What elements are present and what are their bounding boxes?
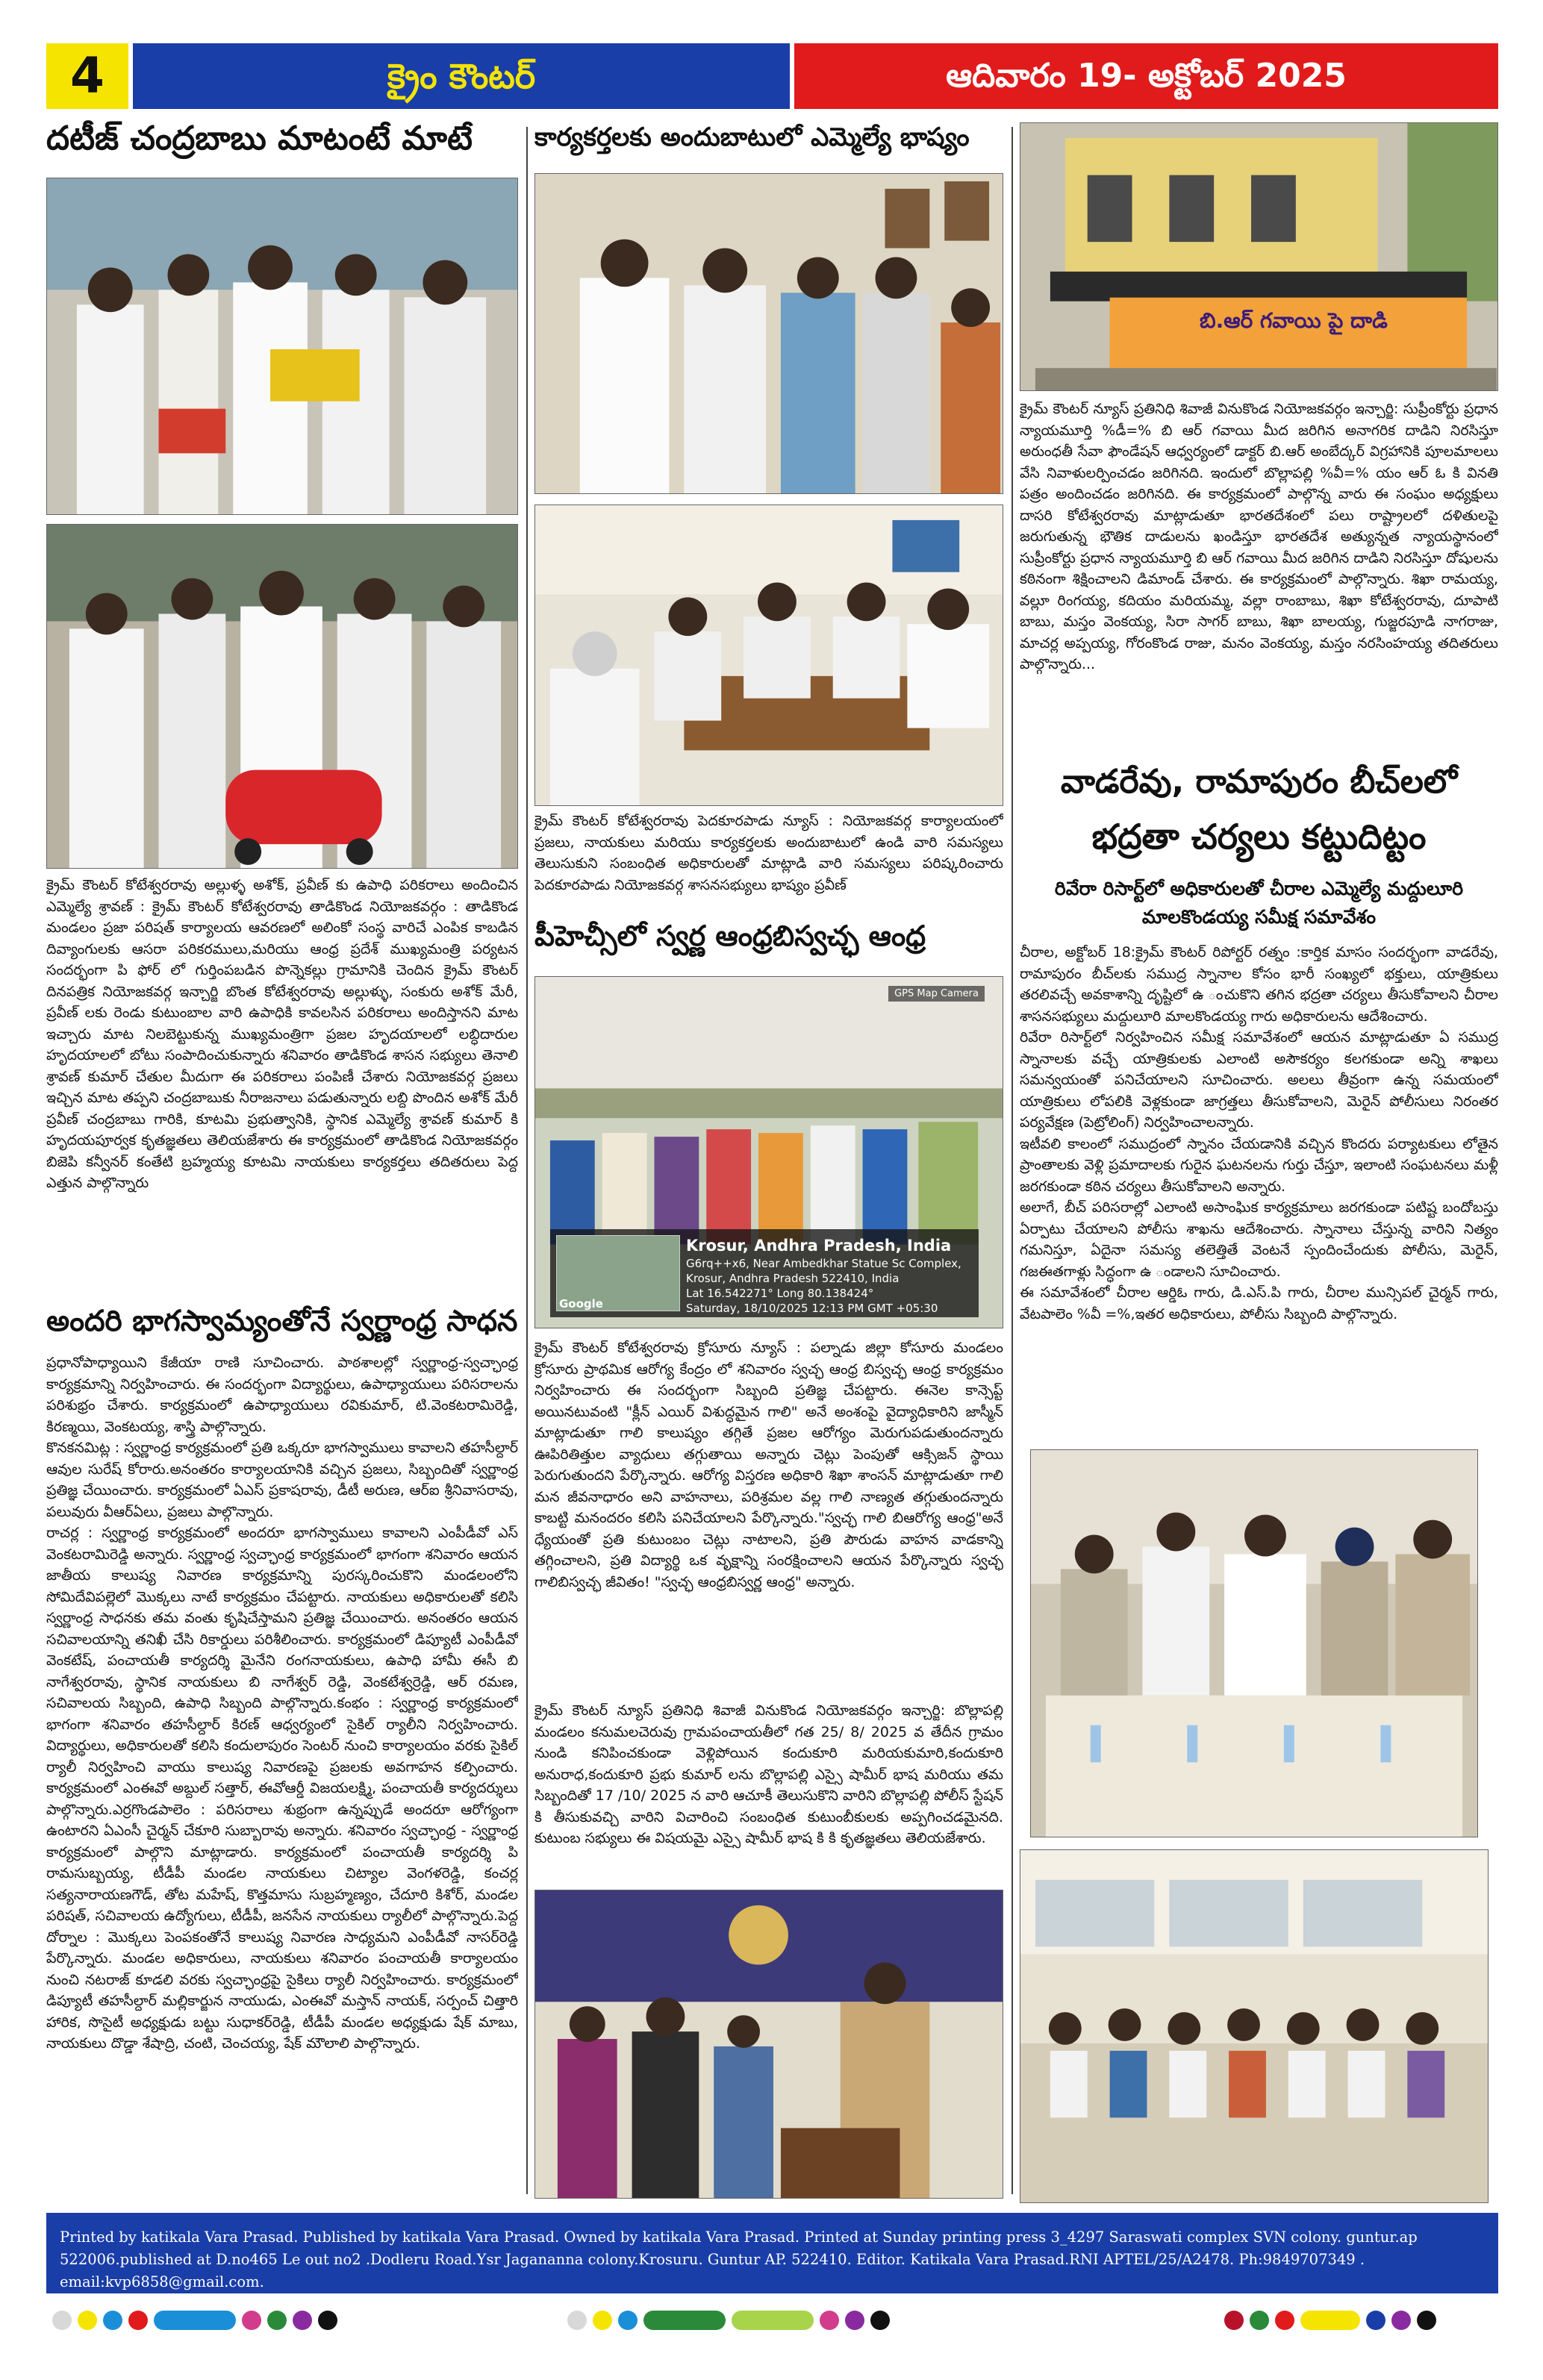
registration-bar [732,2311,814,2330]
article6-body [46,1352,518,2202]
column-divider [1011,127,1013,2194]
photo-compressor-handover [46,524,518,869]
registration-bar [643,2311,726,2330]
registration-dot [618,2311,638,2330]
headline-article4-line2: భద్రతా చర్యలు కట్టుదిట్టం [1091,816,1427,857]
registration-dot [52,2311,72,2330]
photo-phc-pledge [534,976,1003,1328]
gps-line: G6rq++x6, Near Ambedkhar Statue Sc Complex, [686,1257,961,1270]
registration-dot [593,2311,612,2330]
registration-dot [820,2311,839,2330]
headline-article2: కార్యకర్తలకు అందుబాటులో ఎమ్మెల్యే భాష్యం [534,122,970,152]
registration-dot [1224,2311,1244,2330]
photo-mla-meeting [534,505,1003,806]
article6-paragraph: కొనకనమిట్ల : స్వర్ణాంధ్ర కార్యక్రమంలో ప్రతి ఒక్కరూ భాగస్వాములు కావాలని తహసీల్దార్ ఆవుల సురేష్ కోరారు.అనంతరం కార్యాలయానికి వచ్చిన ప్రజలు, సిబ్బందితో స్వర్ణాంధ్ర ప్రతిజ్ఞ చేయించారు. కార్యక్రమంలో ఏఎస్ ప్రకాషరావు, డీటీ అరుణ, ఆర్ఐ శ్రీనివాసరావు, పలువురు వీఆర్ఏలు, ప్రజలు పాల్గొన్నారు. [46,1440,518,1520]
newspaper-title: క్రైం కౌంటర్ [133,43,790,109]
photo-review-meeting-dais [1030,1449,1478,1837]
photo-equipment-handover [46,178,518,515]
registration-dot [1250,2311,1269,2330]
article2-paragraph: క్రైమ్ కౌంటర్ కోటేశ్వరరావు పెదకూరపాడు న్యూస్ : నియోజకవర్గ కార్యాలయంలో ప్రజలు, నాయకులు మరియు కార్యకర్తలకు అందుబాటులో ఉండి వారి సమస్యలు తెలుసుకుని సంబంధిత అధికారులతో మాట్లాడి వారి సమస్యలు పరిష్కరించారు పెదకూరపాడు నియోజకవర్గ శాసనసభ్యులు భాష్యం ప్రవీణ్ [534,813,1003,893]
imprint-footer: Printed by katikala Vara Prasad. Published by katikala Vara Prasad. Owned by katikala Vara Prasad. Printed at Sunday printing press 3_4297 Saraswati complex SVN colony. guntur.ap 522006.published at D.no465 Le out no2 .Dodleru Road.Ysr Jagananna colony.Krosuru. Guntur AP. 522410. Editor. Katikala Vara Prasad.RNI APTEL/25/A2478. Ph:9849707349 . email:kvp6858@gmail.com. [46,2213,1498,2293]
article5-paragraph: క్రైమ్ కౌంటర్ కోటేశ్వరరావు క్రోసూరు న్యూస్ : పల్నాడు జిల్లా కోసూరు మండలం క్రోసూరు ప్రాథమిక ఆరోగ్య కేంద్రం లో శనివారం స్వచ్ఛ ఆంధ్ర బిస్వచ్ఛ ఆంధ్ర కార్యక్రమం నిర్వహించారు ఈ సందర్భంగా సిబ్బంది ప్రతిజ్ఞ చేపట్టారు. ఈనెల కాన్సెప్ట్ అయినటువంటి "క్లీన్ ఎయిర్ విశుద్ధమైన గాలి" అనే అంశంపై వైద్యాధికారిని జాస్మీన్ మాట్లాడుతూ గాలి కాలుష్యం తగ్గితే ప్రజల ఆరోగ్యం మెరుగుపడుతుందన్నారు ఊపిరితిత్తుల వ్యాధులు తగ్గుతాయి అన్నారు చెట్లు పెంపుతో ఆక్సిజన్ స్థాయి పెరుగుతుందని పేర్కొన్నారు. ఆరోగ్య విస్తరణ అధికారి శిఖా శాంసన్ మాట్లాడుతూ గాలి మన జీవనాధారం అని వాహనాలు, పరిశ్రమల వల్ల గాలి నాణ్యత తగ్గుతుందన్నారు కాబట్టి మనందరం కలిసి పనిచేయాలని పేర్కొన్నారు."స్వచ్ఛ గాలి బిఆరోగ్య ఆంధ్ర"అనే ధ్యేయంతో ప్రతి కుటుంబం చెట్లు నాటాలని, ప్రతి పౌరుడు వాహన వాడకాన్ని తగ్గించాలని, ప్రతి విద్యార్థి ఒక వృక్షాన్ని సంరక్షించాలని ఆయన పేర్కొన్నారు స్వచ్ఛ గాలిబిస్వచ్ఛ జీవితం! "స్వచ్ఛ ఆంధ్రబిస్వర్ణ ఆంధ్ర" అన్నారు. [534,1340,1003,1590]
article7-paragraph: క్రైమ్ కౌంటర్ న్యూస్ ప్రతినిధి శివాజీ వినుకొండ నియోజకవర్గం ఇన్చార్జి: బొల్లాపల్లి మండలం కనుమలచెరువు గ్రామపంచాయతీలో గత 25/ 8/ 2025 వ తేదీన గ్రామం నుండి కనిపించకుండా వెళ్లిపోయిన కందుకూరి మరియకుమారి,కందుకూరి అనురాధ,కందుకూరి ప్రభు కుమార్ లను బొల్లాపల్లి ఎస్సై షామీర్ భాష మరియు తమ సిబ్బందితో 17 /10/ 2025 న వారి ఆచూకీ తెలుసుకొని వారిని బొల్లాపల్లి పోలీస్ స్టేషన్ కి తీసుకువచ్చి వారిని విచారించి సంబంధిత కుటుంబీకులకు అప్పగించడమైనది. కుటుంబ సభ్యులు ఈ విషయమై ఎస్సై షామీర్ భాష కి కి కృతజ్ఞతలు తెలియజేశారు. [534,1702,1003,1846]
registration-dot [1366,2311,1385,2330]
registration-dot [845,2311,864,2330]
registration-dot [567,2311,587,2330]
registration-dot [870,2311,890,2330]
page-number: 4 [46,43,128,109]
article7-body [534,1700,1003,1882]
gps-place: Krosur, Andhra Pradesh, India [686,1237,952,1255]
registration-dot [103,2311,122,2330]
article5-body [534,1337,1003,1693]
subhead-article4-line1: రివేరా రిసార్ట్‌లో అధికారులతో చీరాల ఎమ్మెల్యే మద్దులూరి [1054,878,1464,899]
article4-paragraph: ఇటీవలి కాలంలో సముద్రంలో స్నానం చేయడానికి వచ్చిన కొందరు పర్యాటకులు లోతైన ప్రాంతాలకు వెళ్లి ప్రమాదాలకు గురైన ఘటనలను గుర్తు చేస్తూ, ఇలాంటి సంఘటనలు మళ్లీ జరగకుండా కఠిన చర్యలు తీసుకోవాలని అన్నారు. [1020,1135,1498,1195]
registration-dot [1417,2311,1436,2330]
gps-line: Lat 16.542271° Long 80.138424° [686,1287,874,1300]
registration-bar [154,2311,236,2330]
gps-camera-label: GPS Map Camera [888,986,985,1002]
color-registration-center [567,2308,896,2333]
registration-dot [242,2311,261,2330]
gps-line: Saturday, 18/10/2025 12:13 PM GMT +05:30 [686,1302,938,1315]
registration-dot [267,2311,287,2330]
article4-paragraph: చీరాల, అక్టోబర్ 18:క్రైమ్ కౌంటర్ రిపోర్టర్ రత్నం :కార్తిక మాసం సందర్భంగా వాడరేవు, రామాపురం బీచ్‌లకు సముద్ర స్నానాల కోసం భారీ సంఖ్యలో భక్తులు, యాత్రికులు తరలివచ్చే అవకాశాన్ని దృష్టిలో ఉ ంచుకొని తగిన భద్రతా చర్యలు తీసుకోవాలని చీరాల శాసనసభ్యులు మద్దులూరి మాలకొండయ్య గారు అధికారులను ఆదేశించారు. [1020,944,1498,1025]
protest-banner-text: బి.ఆర్ గవాయి పై దాడి [1200,308,1388,333]
issue-date: ఆదివారం 19- అక్టోబర్ 2025 [794,43,1498,109]
headline-article4-line1: వాడరేవు, రామాపురం బీచ్‌లలో [1060,763,1458,801]
color-registration-right [1224,2308,1442,2333]
registration-dot [78,2311,97,2330]
photo-review-meeting-hall [1020,1849,1489,2203]
article1-paragraph: క్రైమ్ కౌంటర్ కోటేశ్వరరావు అల్లుళ్ళ అశోక్, ప్రవీణ్ కు ఉపాధి పరికరాలు అందించిన ఎమ్మెల్యే శ్రావణ్ : క్రైమ్ కౌంటర్ కోటేశ్వరరావు తాడికొండ నియోజకవర్గం : తాడికొండ మండలం ప్రజా పరిషత్ కార్యాలయ ఆవరణలో అలింకో సంస్థ వారిచే ఎంపిక కాబడిన దివ్యాంగులకు ఆసరా పరికరములు,మరియు ఆంధ్ర ప్రదేశ్ ముఖ్యమంత్రి పర్యటన సందర్భంగా పి ఫోర్ లో గుర్తింపబడిన పొన్నెకల్లు గ్రామానికి చెందిన క్రైమ్ కౌంటర్ దినపత్రిక నియోజకవర్గ ఇన్చార్జి బొంత కోటేశ్వరరావు అల్లుళ్ళు, సంకురు అశోక్ మేరీ, ప్రవీణ్ లకు రెండు కుటుంబాల వారి ఉపాధికి కావలసిన పరికరాలు అందిస్తానని మాట ఇచ్చారు మాట నిలబెట్టుకున్న ముఖ్యమంత్రిగా ప్రజల హృదయాలలో లబ్ధిదారుల హృదయాలలో బోటు సంపాదించుకున్నారు శనివారం తాడికొండ శాసన సభ్యులు తెనాలి శ్రావణ్ కుమార్ చేతుల మీదుగా ఈ పరికరాలు పంపిణీ చేశారు నియోజకవర్గ ప్రజలు ఇచ్చిన మాట తప్పని చంద్రబాబుకు నీరాజనాలు పడుతున్నారు లబ్ది పొందిన అశోక్ మేరీ ప్రవీణ్ చంద్రబాబు గారికి, కూటమి ప్రభుత్వానికి, స్థానిక ఎమ్మెల్యే శ్రావణ్ కుమార్ కి హృదయపూర్వక కృతజ్ఞతలు తెలియజేశారు ఈ కార్యక్రమంలో తాడికొండ నియోజకవర్గం బిజెపి కన్వీనర్ కంతేటి బ్రహ్మయ్య కూటమి నాయకులు కార్యకర్తలు తదితరులు పెద్ద ఎత్తున పాల్గొన్నారు [46,877,518,1191]
registration-dot [1275,2311,1294,2330]
article3-paragraph: క్రైమ్ కౌంటర్ న్యూస్ ప్రతినిధి శివాజీ వినుకొండ నియోజకవర్గం ఇన్చార్జి: సుప్రీంకోర్టు ప్రధాన న్యాయమూర్తి %డీ=% బి ఆర్ గవాయి మీద జరిగిన అనాగరిక దాడిని నిరసిస్తూ అరుంధతీ సేవా ఫౌండేషన్ ఆధ్వర్యంలో డాక్టర్ బి.ఆర్ అంబేద్కర్ విగ్రహానికి పూలమాలలు వేసి నివాళులర్పించడం జరిగినది. ఇందులో బొల్లాపల్లి %వీ=% యం ఆర్ ఓ కి వినతి పత్రం అందించడం జరిగినది. ఈ కార్యక్రమంలో పాల్గొన్న వారు ఈ సంఘం అధ్యక్షులు దాసరి కోటేశ్వరరావు మాట్లాడుతూ భారతదేశంలో పలు రాష్ట్రాలలో దళితులపై జరుగుతున్న భౌతిక దాడులను ఖండిస్తూ భారతదేశ అత్యున్నత న్యాయస్థానంలో సుప్రీంకోర్టు ప్రధాన న్యాయమూర్తి బి ఆర్ గవాయి మీద జరిగిన దాడిని నిరసిస్తూ దోషులను కఠినంగా శిక్షించాలని డిమాండ్ చేశారు. ఈ కార్యక్రమంలో పాల్గొన్నారు. శిఖా రామయ్య, వల్లూ రింగయ్య, కదియం మరియమ్మ, వల్లా రాంబాబు, శిఖా కోటేశ్వరరావు, దూపాటి బాబు, మస్తం వెంకయ్య, సిరా సాగర్ బాబు, శిఖా బాలయ్య, గుజ్జరపూడి నాగరాజు, మాచర్ల అప్పయ్య, గోరంకొండ రాజు, మనం వెంకయ్య, మస్తం నరసింహయ్య తదితరులు పాల్గొన్నారు... [1020,401,1498,672]
article4-paragraph: రివేరా రిసార్ట్‌లో నిర్వహించిన సమీక్ష సమావేశంలో ఆయన మాట్లాడుతూ ఏ సముద్ర స్నానాలకు వచ్చే యాత్రికులకు ఎలాంటి అసౌకర్యం కలగకుండా అన్ని శాఖలు సమన్వయంతో పనిచేయాలని సూచించారు. అలలు తీవ్రంగా ఉన్న సమయంలో యాత్రికులు లోపలికి వెళ్లకుండా జాగ్రత్తలు తీసుకోవాలని, మెరైన్ పోలీసులు నిరంతర పర్యవేక్షణ (పెట్రోలింగ్) నిర్వహించాలన్నారు. [1020,1029,1498,1131]
article1-body [46,875,518,1306]
registration-dot [318,2311,337,2330]
gps-stamp [550,1229,979,1317]
registration-bar [1300,2311,1360,2330]
color-registration-left [52,2308,343,2333]
gps-line: Krosur, Andhra Pradesh 522410, India [686,1272,900,1285]
subhead-article4-line2: మాలకొండయ్య సమీక్ష సమావేశం [1141,906,1377,928]
photo-mla-with-workers [534,173,1003,494]
gps-google-label: Google [559,1297,603,1311]
article6-paragraph: ప్రధానోపాధ్యాయిని కేజీయా రాణి సూచించారు. పాఠశాలల్లో స్వర్ణాంధ్ర-స్వచ్ఛాంధ్ర కార్యక్రమాన్ని నిర్వహించారు. ఈ సందర్భంగా విద్యార్థులు, ఉపాధ్యాయులు పరిసరాలను పరిశుభ్రం చేశారు. కార్యక్రమంలో ఉపాధ్యాయులు రవికుమార్, టి.వెంకటరామిరెడ్డి, కిరణ్మయి, వెంకటయ్య, శాస్త్రి పాల్గొన్నారు. [46,1355,518,1435]
registration-dot [128,2311,148,2330]
article6-paragraph: రాచర్ల : స్వర్ణాంధ్ర కార్యక్రమంలో అందరూ భాగస్వాములు కావాలని ఎంపీడీవో ఎస్ వెంకటరామిరెడ్డి అన్నారు. స్వర్ణాంధ్ర స్వచ్ఛాంధ్ర కార్యక్రమంలో భాగంగా శనివారం ఆయన జాతీయ కాలుష్య నివారణ కార్యక్రమాన్ని పురస్కరించుకొని మండలంలోని సోమిదేవిపల్లెలో మొక్కలు నాటే కార్యక్రమం చేపట్టారు. నాయకులు అధికారులతో కలిసి స్వర్ణాంధ్ర సాధనకు తమ వంతు కృషిచేస్తామని ప్రతిజ్ఞ చేయించారు. అనంతరం ఆయన సచివాలయాన్ని తనిఖీ చేసి రికార్డులు పరిశీలించారు. కార్యక్రమంలో డిప్యూటీ ఎంపీడీవో వెంకటేష్, పంచాయతీ కార్యదర్శి మైనేని రంగనాయకులు, ఉపాధి హామీ ఈసీ బి నాగేశ్వరరావు, స్థానిక నాయకులు బి నాగేశ్వర్ రెడ్డి, వెంకటేశ్వర్రెడ్డి, ఆర్ రమణ, సచివాలయ సిబ్బంది, ఉపాధి సిబ్బంది పాల్గొన్నారు.కంభం : స్వర్ణాంధ్ర కార్యక్రమంలో భాగంగా శనివారం తహసీల్దార్ కిరణ్ ఆధ్వర్యంలో సైకిల్ ర్యాలీని నిర్వహించారు. విద్యార్థులు, అధికారులతో కలిసి కందులాపురం సెంటర్ నుంచి కార్యాలయం వరకు సైకిల్ ర్యాలీ నిర్వహించి వాయు కాలుష్య నివారణపై ప్రజలకు అవగాహన కల్పించారు. కార్యక్రమంలో ఎంఈవో అబ్దుల్ సత్తార్, ఈవోఆర్డీ విజయలక్ష్మి, పంచాయతీ కార్యదర్శులు పాల్గొన్నారు.ఎర్రగొండపాలెం : పరిసరాలు శుభ్రంగా ఉన్నప్పుడే అందరూ ఆరోగ్యంగా ఉంటారని ఏఎంసీ చైర్మన్ చేకూరి సుబ్బారావు అన్నారు. శనివారం స్వచ్ఛాంధ్ర - స్వర్ణాంధ్ర కార్యక్రమంలో పాల్గొని మాట్లాడారు. కార్యక్రమంలో పంచాయతీ కార్యదర్శి పి రామసుబ్బయ్య, టీడీపీ మండల నాయకులు చిట్యాల వెంగళరెడ్డి, కంచర్ల సత్యనారాయణగౌడ్, తోట మహేష్, కొత్తమాసు సుబ్రహ్మణ్యం, చేదూరి కిశోర్, మండల పరిషత్, సచివాలయ ఉద్యోగులు, టీడీపీ, జనసేన నాయకులు ర్యాలీలో పాల్గొన్నారు.పెద్ద దోర్నాల : మొక్కలు పెంపకంతోనే కాలుష్య నివారణ సాధ్యమని ఎంపీడీవో నాసర్‌రెడ్డి పేర్కొన్నారు. మండల అధికారులు, నాయకులు శనివారం పంచాయతీ కార్యాలయం నుంచి నటరాజ్ కూడలి వరకు స్వచ్ఛాంధ్రపై సైకిలు ర్యాలీ నిర్వహించారు. కార్యక్రమంలో డిప్యూటీ తహసీల్దార్ మల్లికార్జున నాయుడు, ఎంఈవో మస్తాన్ నాయక్, సర్పంచ్ చిత్తారి హారిక, సొసైటీ అధ్యక్షుడు బట్టు సుధాకర్‌రెడ్డి, టీడీపీ మండల అధ్యక్షుడు షేక్ మాబు, నాయకులు దొడ్డా శేషాద్రి, చంటి, చెంచయ్య, షేక్ మౌలాలి పాల్గొన్నారు. [46,1525,518,2052]
article4-paragraph: అలాగే, బీచ్ పరిసరాల్లో ఎలాంటి అసాంఘిక కార్యక్రమాలు జరగకుండా పటిష్ట బందోబస్తు ఏర్పాటు చేయాలని పోలీసు శాఖను ఆదేశించారు. స్నానాలు చేస్తున్న వారిని నిత్యం గమనిస్తూ, ఏదైనా సమస్య తలెత్తితే వెంటనే స్పందించేందుకు పోలీసు, మెరైన్, గజఈతగాళ్లు సిద్ధంగా ఉ ండాలని సూచించారు. [1020,1199,1498,1280]
headline-article1: దటీజ్ చంద్రబాబు మాటంటే మాటే [46,119,473,157]
article3-body [1020,399,1498,746]
article4-body [1020,942,1498,1437]
headline-article5: పీహెచ్సీలో స్వర్ణ ఆంధ్రబిస్వచ్ఛ ఆంధ్ర [534,919,926,952]
registration-dot [1391,2311,1411,2330]
masthead [46,43,1498,109]
article4-paragraph: ఈ సమావేశంలో చీరాల ఆర్డిఓ గారు, డి.ఎస్.పి గారు, చీరాల మున్సిపల్ చైర్మన్ గారు, వేటపాలెం %వీ =%,ఇతర అధికారులు, పోలీసు సిబ్బంది పాల్గొన్నారు. [1020,1284,1498,1322]
registration-dot [293,2311,312,2330]
article2-body [534,810,1003,897]
headline-article6: అందరి భాగస్వామ్యంతోనే స్వర్ణాంధ్ర సాధన [46,1305,518,1338]
photo-police-station [534,1890,1003,2199]
photo-protest-banner [1020,122,1498,391]
column-divider [526,127,528,2194]
